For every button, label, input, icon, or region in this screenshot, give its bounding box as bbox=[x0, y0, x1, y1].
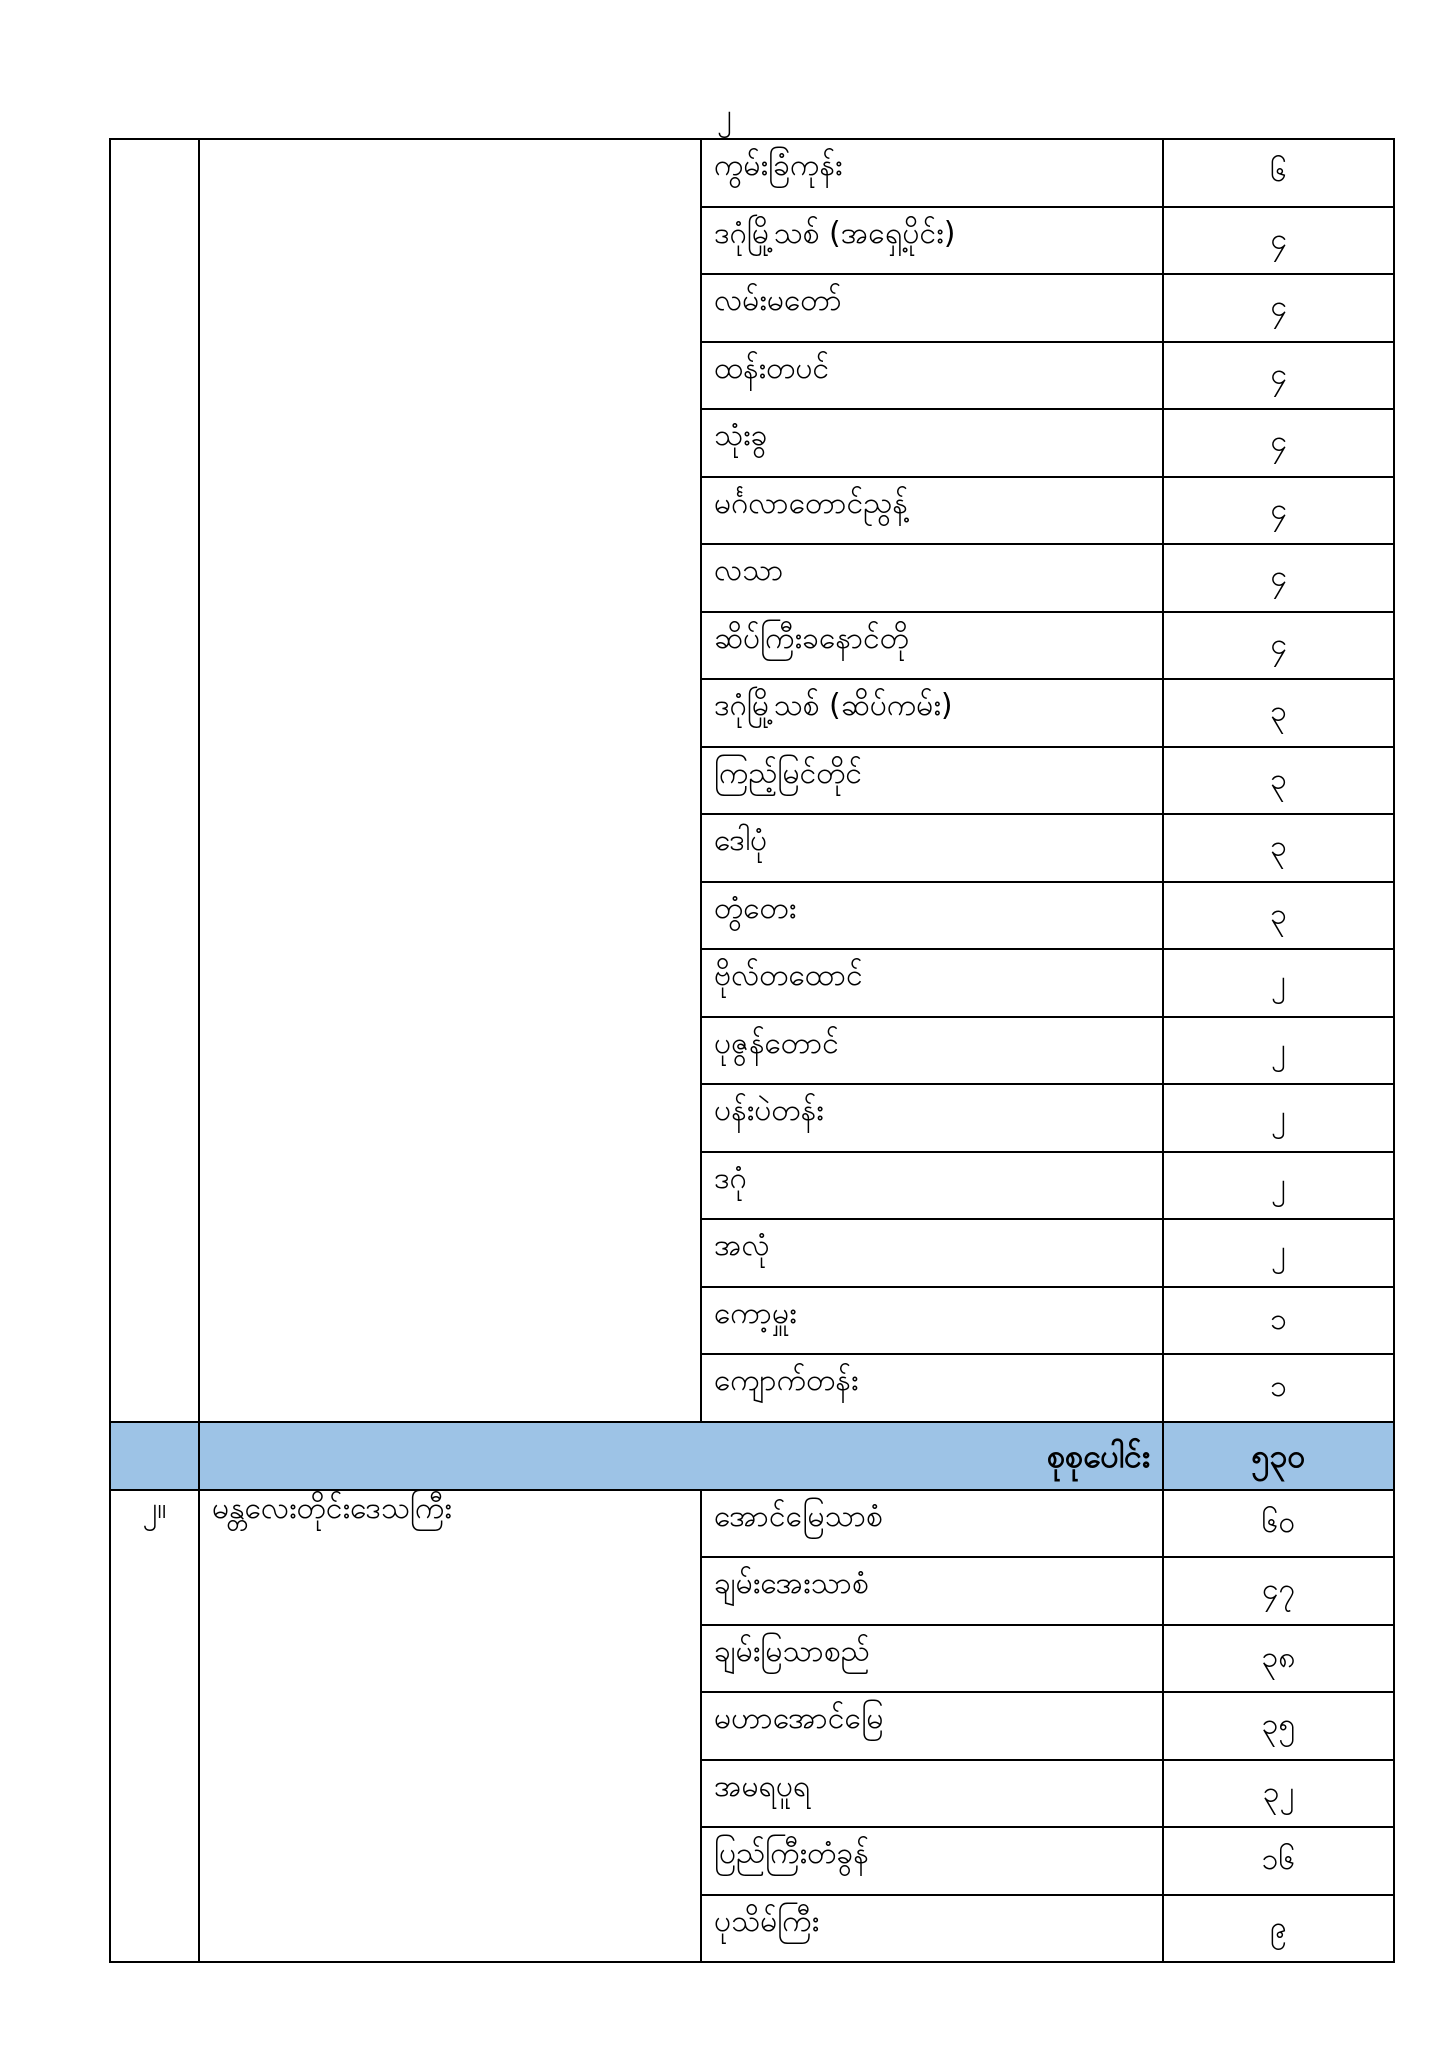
township-name: ဒဂုံမြို့သစ် (ဆိပ်ကမ်း) bbox=[701, 679, 1163, 747]
township-count: ၂ bbox=[1163, 1017, 1394, 1085]
township-name: ကွမ်းခြံကုန်း bbox=[701, 139, 1163, 207]
township-name: ဒဂုံမြို့သစ် (အရှေ့ပိုင်း) bbox=[701, 207, 1163, 275]
township-count: ၃ bbox=[1163, 814, 1394, 882]
township-name: ထန်းတပင် bbox=[701, 342, 1163, 410]
township-count: ၄ bbox=[1163, 342, 1394, 410]
township-count: ၃ bbox=[1163, 882, 1394, 950]
township-name: ဗိုလ်တထောင် bbox=[701, 949, 1163, 1017]
township-name: ဒေါပုံ bbox=[701, 814, 1163, 882]
region-cell bbox=[199, 139, 701, 1422]
township-name: ချမ်းအေးသာစံ bbox=[701, 1557, 1163, 1625]
region-name: မန္တလေးတိုင်းဒေသကြီး bbox=[199, 1490, 701, 1963]
township-name: မင်္ဂလာတောင်ညွန့် bbox=[701, 477, 1163, 545]
township-count-table bbox=[109, 138, 1395, 1963]
township-name: ကော့မှူး bbox=[701, 1287, 1163, 1355]
township-name: မဟာအောင်မြေ bbox=[701, 1692, 1163, 1760]
township-name: ပြည်ကြီးတံခွန် bbox=[701, 1827, 1163, 1895]
township-name: ကြည့်မြင်တိုင် bbox=[701, 747, 1163, 815]
township-count: ၄ bbox=[1163, 477, 1394, 545]
total-value: ၅၃၀ bbox=[1163, 1422, 1394, 1490]
township-count: ၆၀ bbox=[1163, 1490, 1394, 1558]
township-count: ၄ bbox=[1163, 544, 1394, 612]
township-count: ၂ bbox=[1163, 949, 1394, 1017]
township-name: ဒဂုံ bbox=[701, 1152, 1163, 1220]
township-count: ၂ bbox=[1163, 1152, 1394, 1220]
township-name: ပန်းပဲတန်း bbox=[701, 1084, 1163, 1152]
township-count: ၄ bbox=[1163, 207, 1394, 275]
township-count: ၉ bbox=[1163, 1895, 1394, 1963]
township-count: ၃၂ bbox=[1163, 1760, 1394, 1828]
township-count: ၂ bbox=[1163, 1084, 1394, 1152]
township-count: ၃ bbox=[1163, 747, 1394, 815]
township-name: လမ်းမတော် bbox=[701, 274, 1163, 342]
township-name: တွံတေး bbox=[701, 882, 1163, 950]
row-number-cell bbox=[110, 139, 199, 1422]
township-count: ၄၇ bbox=[1163, 1557, 1394, 1625]
total-row bbox=[110, 1422, 1394, 1490]
township-count: ၁ bbox=[1163, 1287, 1394, 1355]
township-name: ဆိပ်ကြီးခနောင်တို bbox=[701, 612, 1163, 680]
township-count: ၃၈ bbox=[1163, 1625, 1394, 1693]
township-name: ပုဇွန်တောင် bbox=[701, 1017, 1163, 1085]
township-count: ၁၆ bbox=[1163, 1827, 1394, 1895]
township-count: ၄ bbox=[1163, 612, 1394, 680]
township-name: လသာ bbox=[701, 544, 1163, 612]
township-count: ၃၅ bbox=[1163, 1692, 1394, 1760]
table-row bbox=[110, 1490, 1394, 1558]
township-name: အမရပူရ bbox=[701, 1760, 1163, 1828]
total-empty-cell bbox=[110, 1422, 199, 1490]
total-label: စုစုပေါင်း bbox=[199, 1422, 1163, 1490]
township-name: အောင်မြေသာစံ bbox=[701, 1490, 1163, 1558]
township-count: ၁ bbox=[1163, 1354, 1394, 1422]
township-name: အလုံ bbox=[701, 1219, 1163, 1287]
township-name: ကျောက်တန်း bbox=[701, 1354, 1163, 1422]
township-name: ပုသိမ်ကြီး bbox=[701, 1895, 1163, 1963]
township-name: သုံးခွ bbox=[701, 409, 1163, 477]
township-count: ၃ bbox=[1163, 679, 1394, 747]
township-name: ချမ်းမြသာစည် bbox=[701, 1625, 1163, 1693]
township-count: ၄ bbox=[1163, 274, 1394, 342]
township-count: ၂ bbox=[1163, 1219, 1394, 1287]
township-count: ၄ bbox=[1163, 409, 1394, 477]
township-count: ၆ bbox=[1163, 139, 1394, 207]
table-row bbox=[110, 139, 1394, 207]
page-number: ၂ bbox=[717, 98, 732, 133]
section-number: ၂။ bbox=[110, 1490, 199, 1963]
